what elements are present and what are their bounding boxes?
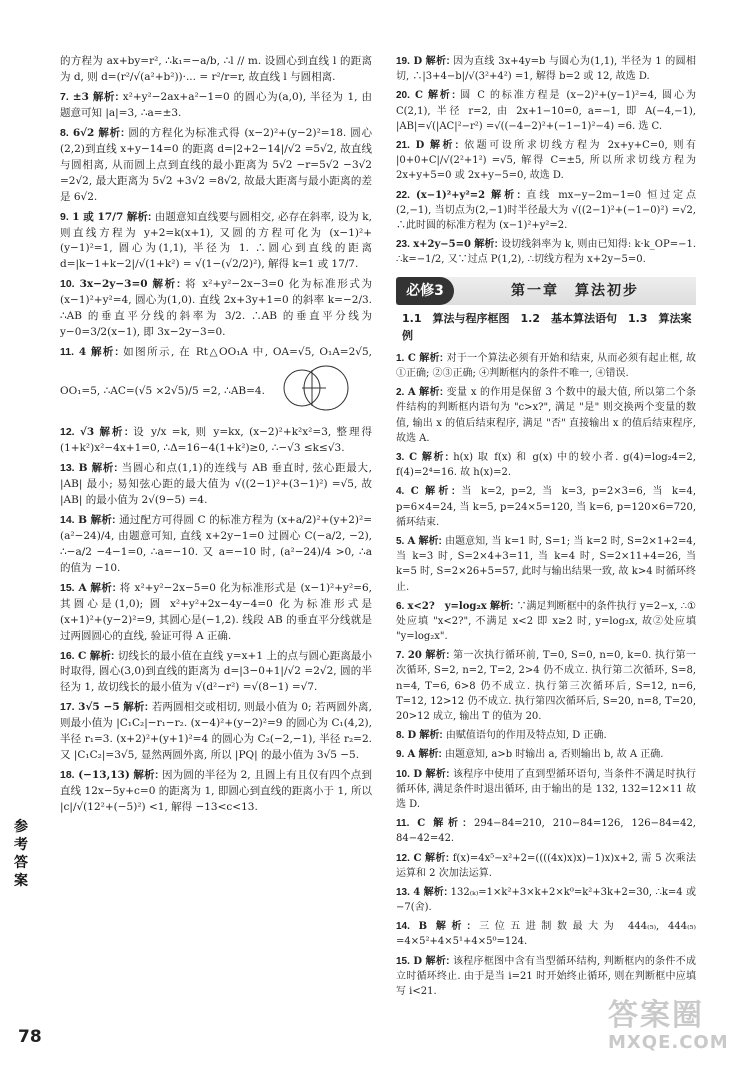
answer-ans: (x−1)²+y²=2: [416, 189, 486, 201]
answer-kw: 解析:: [152, 278, 181, 291]
answer-ans: 1 或 17/7: [72, 210, 124, 223]
answer-kw: 解析:: [133, 769, 159, 782]
answer-text: 因为圆的半径为 2, 且圆上有且仅有四个点到直线 12x−5y+c=0 的距离为 1, 即圆心到直线的距离小于 1, 所以 |c|/√(12²+(−5)²) <1, 解得 −13<c<13.: [60, 769, 373, 814]
answer-item: [396, 450, 696, 480]
answer-item: [396, 767, 696, 813]
answer-text: f(x)=4x⁵−x²+2=((((4x)x)x)−1)x)x+2, 需 5 次乘法运算和 2 次加法运算.: [396, 852, 696, 879]
answer-num: 4.: [396, 486, 405, 498]
answer-kw: 解析:: [430, 139, 459, 151]
answer-item: [60, 513, 372, 577]
answer-ans: 3x−2y−3=0: [79, 278, 148, 291]
answer-item: [60, 277, 372, 341]
side-label: 参考答案: [14, 819, 28, 889]
answer-kw: 解析:: [90, 581, 116, 594]
answer-text: 切线长的最小值在直线 y=x+1 上的点与圆心距离最小时取得, 圆心(3,0)到直线的距离为 d=|3−0+1|/√2 =2√2, 圆的半径为 1, 故切线长的最小值为 √(d²−r²) =√(8−1) =√7.: [60, 649, 372, 694]
answer-num: 9.: [396, 749, 405, 761]
answer-kw: 解析:: [425, 852, 450, 864]
answer-num: 6.: [396, 600, 405, 612]
answer-text: 设 y/x =k, 则 y=kx, (x−2)²+k²x²=3, 整理得 (1+k²)x²−4x+1=0, ∴Δ=16−4(1+k²)≥0, ∴−√3 ≤k≤√3.: [60, 426, 372, 455]
answer-num: 8.: [396, 730, 405, 742]
answer-ans: A: [407, 387, 416, 399]
answer-num: 2.: [396, 387, 405, 399]
answer-num: 11.: [396, 818, 410, 830]
answer-num: 8.: [60, 126, 69, 139]
two-circles-figure: [274, 361, 354, 421]
answer-kw: 解析:: [425, 486, 455, 498]
answer-ans: D: [413, 56, 423, 67]
answer-num: 10.: [396, 768, 410, 780]
answer-num: 10.: [60, 278, 75, 291]
answer-text: 设切线斜率为 k, 则由已知得: k·k_OP=−1. ∴k=−1/2, 又∵过点 P(1,2), ∴切线方程为 x+2y−5=0.: [396, 239, 696, 266]
answer-ans: A: [407, 749, 416, 761]
answer-ans: C: [410, 486, 419, 498]
answer-item: [396, 919, 696, 949]
answer-item: [60, 768, 372, 816]
answer-ans: B: [78, 462, 88, 475]
answer-ans: x+2y−5=0: [413, 239, 471, 251]
answer-kw: 解析:: [419, 352, 444, 364]
answer-item: [60, 425, 372, 457]
answer-text: 圆的方程化为标准式得 (x−2)²+(y−2)²=18. 圆心(2,2)到直线 x+y−14=0 的距离 d=|2+2−14|/√2 =5√2, 故直线与圆相离, 从而圆上点到直线的最小距离为 5√2 −r=5√2 −3√2 =2√2, 最大距离为 5√2 +3√2 =8√2, 故最大距离与最小距离的差是 6√2.: [60, 126, 373, 203]
answer-item: [60, 210, 372, 274]
answer-kw: 解析:: [435, 921, 471, 933]
answer-num: 3.: [396, 452, 405, 463]
answer-kw: 解析:: [90, 346, 119, 359]
answer-kw: 解析:: [425, 955, 450, 967]
chapter-badge: 必修3: [396, 277, 454, 305]
answer-text: 132₍ₖ₎=1×k²+3×k+2×k⁰=k²+3k+2=30, ∴k=4 或 −7(舍).: [396, 886, 696, 914]
answer-num: 22.: [396, 189, 410, 201]
answer-item: [396, 885, 696, 915]
answer-num: 12.: [396, 852, 410, 864]
answer-ans: C: [409, 452, 418, 463]
answer-item: [396, 648, 696, 724]
answer-ans: C: [78, 649, 87, 662]
watermark-line1: 答案圈: [608, 998, 704, 1033]
answer-text: 该程序框图中含有当型循环结构, 判断框内的条件不成立时循环终止. 由于是当 i=21 时开始终止循环, 则在判断框中应填写 i<21.: [396, 955, 697, 997]
answer-kw: 解析:: [425, 650, 450, 662]
answer-item: [60, 649, 372, 697]
page-number: 78: [18, 1027, 42, 1047]
answer-ans: √3: [79, 426, 95, 439]
answer-ans: C: [417, 818, 426, 830]
answer-item: [60, 700, 372, 764]
answer-ans: C: [407, 352, 416, 364]
answer-text: 如图所示, 在 Rt△OO₁A 中, OA=√5, O₁A=2√5, OO₁=5, ∴AC=(√5 ×2√5)/5 =2, ∴AB=4.: [60, 346, 372, 398]
answer-kw: 解析:: [419, 730, 443, 742]
answer-text: x²+y²−2ax+a²−1=0 的圆心为(a,0), 半径为 1, 由题意可知 |a|=3, ∴a=±3.: [60, 90, 373, 119]
answer-text: 对于一个算法必须有开始和结束, 从而必须有起止框, 故①正确; ②③正确; ④判断框内的条件不唯一, ④错误.: [396, 352, 696, 380]
answer-ans: D: [413, 955, 423, 967]
answer-text: 第一次执行循环前, T=0, S=0, n=0, k=0. 执行第一次循环, S=2, n=2, T=2, 2>4 仍不成立. 执行第二次循环, S=8, n=4, T=6, 6>8 仍不成立. 执行第三次循环后, S=12, n=6, T=12, 12>12 仍不成立. 执行第四次循环后, S=20, n=8, T=20, 20>12 成立, 输出 T 的值为 20.: [396, 650, 696, 722]
answer-num: 13.: [60, 462, 75, 475]
answer-num: 9.: [60, 210, 69, 223]
answer-ans: 3√5 −5: [78, 701, 120, 714]
answer-item: [396, 351, 696, 381]
answer-text: 当圆心和点(1,1)的连线与 AB 垂直时, 弦心距最大, |AB| 最小; 易知弦心距的最大值为 √((2−1)²+(3−1)²) =√5, 故 |AB| 的最小值为 2√(9−5) =4.: [60, 462, 373, 506]
answer-item: [396, 747, 696, 762]
answer-ans: D: [415, 139, 425, 151]
answer-ans: 4: [78, 346, 87, 359]
answer-text: 通过配方可得圆 C 的标准方程为 (x+a/2)²+(y+2)²=(a²−24)/4, 由题意可知, 直线 x+2y−1=0 过圆心 C(−a/2, −2), ∴−a/2 −4−1=0, ∴a=−10. 又 a=−10 时, (a²−24)/4 >0, ∴a 的值为 −10.: [60, 513, 373, 574]
answer-kw: 解析:: [126, 210, 152, 223]
answer-num: 18.: [60, 769, 75, 782]
answer-text: ∵满足判断框中的条件执行 y=2−x, ∴①处应填 "x<2?", 不满足 x<2 即 x≥2 时, y=log₂x, 故②处应填 "y=log₂x".: [396, 600, 696, 643]
answer-item: [396, 534, 696, 595]
answer-kw: 解析:: [99, 426, 128, 439]
left-column: [60, 54, 372, 820]
answer-text: 将 x²+y²−2x−5=0 化为标准形式是 (x−1)²+y²=6, 其圆心是(1,0); 圆 x²+y²+2x−4y−4=0 化为标准形式是 (x+1)²+(y−2)²=9, 其圆心是(−1,2). 线段 AB 的垂直平分线就是过两圆圆心的直线, 验证可得 A 正确.: [60, 581, 373, 642]
answer-text: 变量 x 的作用是保留 3 个数中的最大值, 所以第二个条件结构的判断框内语句为 "c>x?", 满足 "是" 则交换两个变量的数值, 输出 x 的值后结束程序, 满足 "否" 直接输出 x 的值后结束程序, 故选 A.: [396, 387, 696, 444]
answer-kw: 解析:: [418, 749, 442, 761]
answer-num: 23.: [396, 239, 410, 251]
answer-num: 16.: [60, 649, 75, 662]
answer-text: 直线 mx−y−2m−1=0 恒过定点(2,−1), 当切点为(2,−1)时半径最大为 √((2−1)²+(−1−0)²) =√2, ∴此时圆的标准方程为 (x−1)²+y²=2.: [396, 189, 696, 231]
answer-num: 1.: [396, 352, 405, 364]
answer-item: [396, 54, 696, 84]
answer-ans: C: [413, 852, 422, 864]
answer-item: [396, 385, 696, 446]
answer-item: [60, 90, 372, 122]
answer-text: 三位五进制数最大为 444₍₅₎, 444₍₅₎=4×5²+4×5¹+4×5⁰=124.: [396, 921, 696, 948]
answer-kw: 解析:: [90, 513, 116, 526]
section-heading: 1.1 算法与程序框图 1.2 基本算法语句 1.3 算法案例: [402, 312, 692, 343]
answer-num: 17.: [60, 701, 75, 714]
answer-item: [60, 54, 372, 86]
chapter-heading: [396, 277, 696, 305]
answer-ans: A: [407, 535, 416, 547]
answer-num: 5.: [396, 535, 405, 547]
answer-kw: 解析:: [474, 239, 498, 251]
answer-text: 若两圆相交或相切, 则最小值为 0; 若两圆外离, 则最小值为 |C₁C₂|−r₁−r₂. (x−4)²+(y−2)²=9 的圆心为 C₁(4,2), 半径 r₁=3. (x+2)²+(y+1)²=4 的圆心为 C₂(−2,−1), 半径 r₂=2. 又 |C₁C₂|=3√5, 显然两圆外离, 所以 |PQ| 的最小值为 3√5 −5.: [60, 701, 373, 762]
answer-text: 294−84=210, 210−84=126, 126−84=42, 84−42=42.: [396, 818, 696, 845]
answer-item: [60, 345, 372, 421]
answer-ans: 4: [413, 886, 421, 898]
answer-text: h(x) 取 f(x) 和 g(x) 中的较小者. g(4)=log₂4=2, f(4)=2⁴=16. 故 h(x)=2.: [396, 452, 696, 479]
answer-item: [396, 237, 696, 267]
answer-text: 由题意知直线要与圆相交, 必存在斜率, 设为 k, 则直线方程为 y+2=k(x+1), 又圆的方程可化为 (x−1)²+(y−1)²=1, 圆心为(1,1), 半径为 1. ∴圆心到直线的距离 d=|k−1+k−2|/√(1+k²) = √(1−(√2/2)²), 解得 k=1 或 17/7.: [60, 210, 372, 271]
answer-text: 圆 C 的标准方程是 (x−2)²+(y−1)²=4, 圆心为 C(2,1), 半径 r=2, 由 2x+1−10=0, a=−1, 即 A(−4,−1), |AB|=√(|AC|²−r²) =√((−4−2)²+(−1−1)²−4) =6. 选 C.: [396, 90, 696, 132]
answer-item: [396, 138, 696, 184]
answer-item: [396, 188, 696, 234]
answer-ans: D: [407, 730, 417, 742]
answer-kw: 解析:: [421, 452, 449, 463]
answer-item: [396, 851, 696, 881]
answer-num: 15.: [60, 581, 75, 594]
answer-kw: 解析:: [425, 56, 450, 67]
answer-text: 由题意知, a>b 时输出 a, 否则输出 b, 故 A 正确.: [445, 749, 664, 761]
answer-item: [396, 484, 696, 530]
answer-num: 14.: [60, 513, 75, 526]
answer-num: 19.: [396, 56, 410, 67]
answer-num: 20.: [396, 90, 410, 102]
answer-ans: A: [78, 581, 87, 594]
answer-text: 因为直线 3x+4y=b 与圆心为(1,1), 半径为 1 的圆相切, ∴|3+4−b|/√(3²+4²) =1, 解得 b=2 或 12, 故选 D.: [396, 56, 696, 83]
answer-kw: 解析:: [489, 600, 514, 612]
answer-text: 依题可设所求切线方程为 2x+y+C=0, 则有 |0+0+C|/√(2²+1²) =√5, 解得 C=±5, 所以所求切线方程为 2x+y+5=0 或 2x+y−5=0, 故选 D.: [396, 139, 696, 182]
answer-text: 该程序中使用了直到型循环语句, 当条件不满足时执行循环体, 满足条件时退出循环, 由于输出的是 132, 132=12×11 故选 D.: [396, 768, 697, 810]
answer-item: [60, 126, 372, 206]
answer-text: 由赋值语句的作用及特点知, D 正确.: [445, 730, 607, 742]
answer-item: [396, 954, 696, 1000]
answer-kw: 解析:: [418, 535, 442, 547]
answer-ans: 20: [407, 650, 422, 662]
answer-num: 14.: [396, 921, 410, 933]
chapter-title: 第一章 算法初步: [511, 282, 639, 299]
answer-num: 7.: [396, 650, 405, 662]
answer-num: 21.: [396, 139, 410, 151]
answer-item: [396, 599, 696, 645]
answer-text: 将 x²+y²−2x−3=0 化为标准形式为 (x−1)²+y²=4, 圆心为(1,0). 直线 2x+3y+1=0 的斜率 k=−2/3. ∴AB 的垂直平分线的斜率为 3/2. ∴AB 的垂直平分线为 y−0=3/2(x−1), 即 3x−2y−3=0.: [60, 278, 372, 339]
watermark-logo: [608, 1000, 738, 1060]
answer-num: 13.: [396, 886, 410, 898]
answer-ans: 6√2: [72, 126, 95, 139]
answer-ans: ±3: [72, 90, 89, 103]
answer-ans: (−13,13): [78, 769, 130, 782]
right-column: [396, 54, 696, 1003]
answer-text: 由题意知, 当 k=1 时, S=1; 当 k=2 时, S=2×1+2=4, 当 k=3 时, S=2×4+3=11, 当 k=4 时, S=2×11+4=26, 当 k=5 时, S=2×26+5=57, 此时与输出结果一致, 故 k>4 时循环终止.: [396, 535, 696, 593]
answer-item: [396, 728, 696, 743]
answer-ans: C: [414, 90, 423, 102]
answer-num: 11.: [60, 346, 75, 359]
answer-num: 12.: [60, 426, 75, 439]
answer-kw: 解析:: [491, 189, 521, 201]
answer-kw: 解析:: [98, 126, 125, 139]
answer-item: [60, 461, 372, 509]
answer-item: [60, 581, 372, 645]
answer-kw: 解析:: [423, 886, 448, 898]
answer-ans: x<2? y=log₂x: [407, 600, 487, 612]
answer-kw: 解析:: [428, 90, 456, 102]
answer-kw: 解析:: [433, 818, 467, 830]
answer-kw: 解析:: [92, 90, 119, 103]
answer-kw: 解析:: [425, 768, 450, 780]
answer-text: 的方程为 ax+by=r², ∴k₁=−a/b, ∴l // m. 设圆心到直线 l 的距离为 d, 则 d=(r²/√(a²+b²))·... = r²/r=r, 故直线 l 与圆相离.: [60, 55, 372, 83]
answer-num: 15.: [396, 955, 410, 967]
answer-item: [396, 816, 696, 846]
answer-num: 7.: [60, 90, 69, 103]
answer-kw: 解析:: [419, 387, 444, 399]
watermark-line2: MXQE.COM: [608, 1032, 729, 1053]
answer-ans: B: [418, 921, 428, 933]
answer-item: [396, 88, 696, 134]
answer-kw: 解析:: [123, 701, 149, 714]
answer-ans: B: [78, 513, 88, 526]
answer-text: 当 k=2, p=2, 当 k=3, p=2×3=6, 当 k=4, p=6×4=24, 当 k=5, p=24×5=120, 当 k=6, p=120×6=720, 循环结束.: [396, 486, 696, 528]
answer-kw: 解析:: [91, 462, 118, 475]
answer-kw: 解析:: [89, 649, 115, 662]
answer-ans: D: [413, 768, 423, 780]
